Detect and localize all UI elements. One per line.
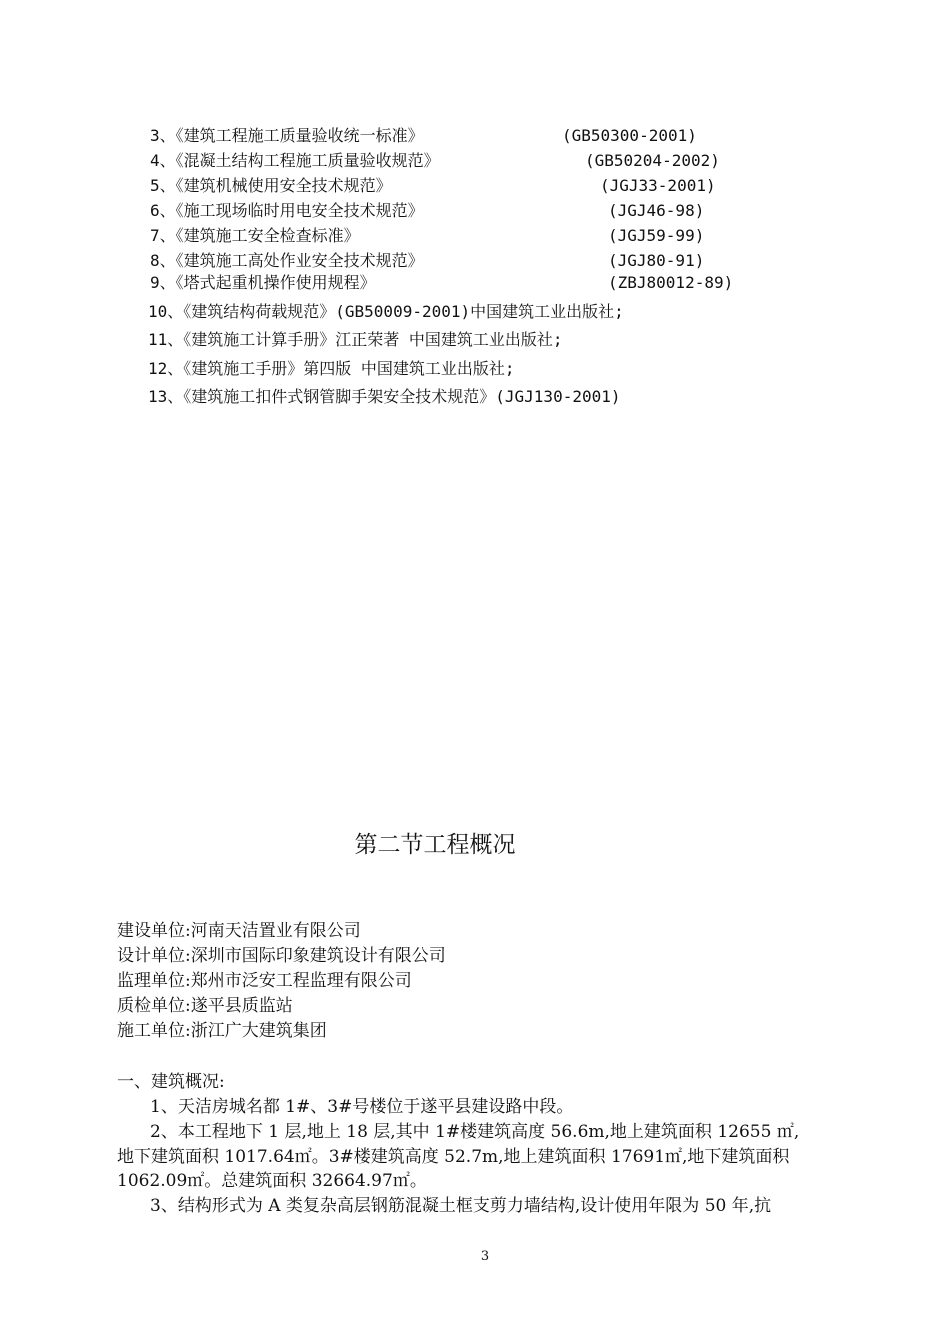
- reference-item-8: [150, 251, 705, 271]
- overview-line-4: 1062.09㎡。总建筑面积 32664.97㎡。: [117, 1171, 427, 1191]
- reference-item-9: [150, 273, 734, 293]
- reference-title: 5、《建筑机械使用安全技术规范》: [150, 176, 392, 195]
- reference-code: (ZBJ80012-89): [608, 273, 734, 292]
- reference-item-7: [150, 226, 705, 246]
- reference-item-3: [150, 126, 697, 146]
- reference-title: 4、《混凝土结构工程施工质量验收规范》: [150, 151, 440, 170]
- reference-title: 3、《建筑工程施工质量验收统一标准》: [150, 126, 424, 145]
- page-number: 3: [480, 1249, 490, 1264]
- unit-quality: 质检单位:遂平县质监站: [117, 996, 293, 1016]
- reference-item-12: 12、《建筑施工手册》第四版 中国建筑工业出版社;: [148, 359, 515, 378]
- overview-line-5: 3、结构形式为 A 类复杂高层钢筋混凝土框支剪力墙结构,设计使用年限为 50 年,抗: [150, 1196, 772, 1216]
- reference-item-11: 11、《建筑施工计算手册》江正荣著 中国建筑工业出版社;: [148, 330, 563, 349]
- unit-construction: 建设单位:河南天洁置业有限公司: [117, 921, 361, 941]
- reference-code: (GB50204-2002): [585, 151, 720, 170]
- reference-item-6: [150, 201, 705, 221]
- reference-code: (JGJ46-98): [608, 201, 705, 220]
- reference-code: (JGJ80-91): [608, 251, 705, 270]
- overview-line-1: 1、天洁房城名都 1#、3#号楼位于遂平县建设路中段。: [150, 1097, 574, 1117]
- reference-title: 8、《建筑施工高处作业安全技术规范》: [150, 251, 424, 270]
- reference-title: 6、《施工现场临时用电安全技术规范》: [150, 201, 424, 220]
- reference-item-5: [150, 176, 716, 196]
- unit-supervision: 监理单位:郑州市泛安工程监理有限公司: [117, 971, 412, 991]
- reference-code: (GB50300-2001): [562, 126, 697, 145]
- reference-item-13: 13、《建筑施工扣件式钢管脚手架安全技术规范》(JGJ130-2001): [148, 387, 621, 406]
- reference-title: 7、《建筑施工安全检查标准》: [150, 226, 360, 245]
- overview-line-3: 地下建筑面积 1017.64㎡。3#楼建筑高度 52.7m,地上建筑面积 17691㎡,地下建筑面积: [117, 1147, 790, 1167]
- reference-code: (JGJ59-99): [608, 226, 705, 245]
- overview-heading: 一、建筑概况:: [117, 1072, 225, 1092]
- overview-line-2: 2、本工程地下 1 层,地上 18 层,其中 1#楼建筑高度 56.6m,地上建筑面积 12655 ㎡,: [150, 1122, 800, 1142]
- unit-design: 设计单位:深圳市国际印象建筑设计有限公司: [117, 946, 446, 966]
- section-title: 第二节工程概况: [354, 832, 516, 858]
- reference-item-4: [150, 151, 720, 171]
- reference-item-10: 10、《建筑结构荷载规范》(GB50009-2001)中国建筑工业出版社;: [148, 302, 624, 321]
- reference-title: 9、《塔式起重机操作使用规程》: [150, 273, 376, 292]
- unit-contractor: 施工单位:浙江广大建筑集团: [117, 1021, 327, 1041]
- reference-code: (JGJ33-2001): [600, 176, 716, 195]
